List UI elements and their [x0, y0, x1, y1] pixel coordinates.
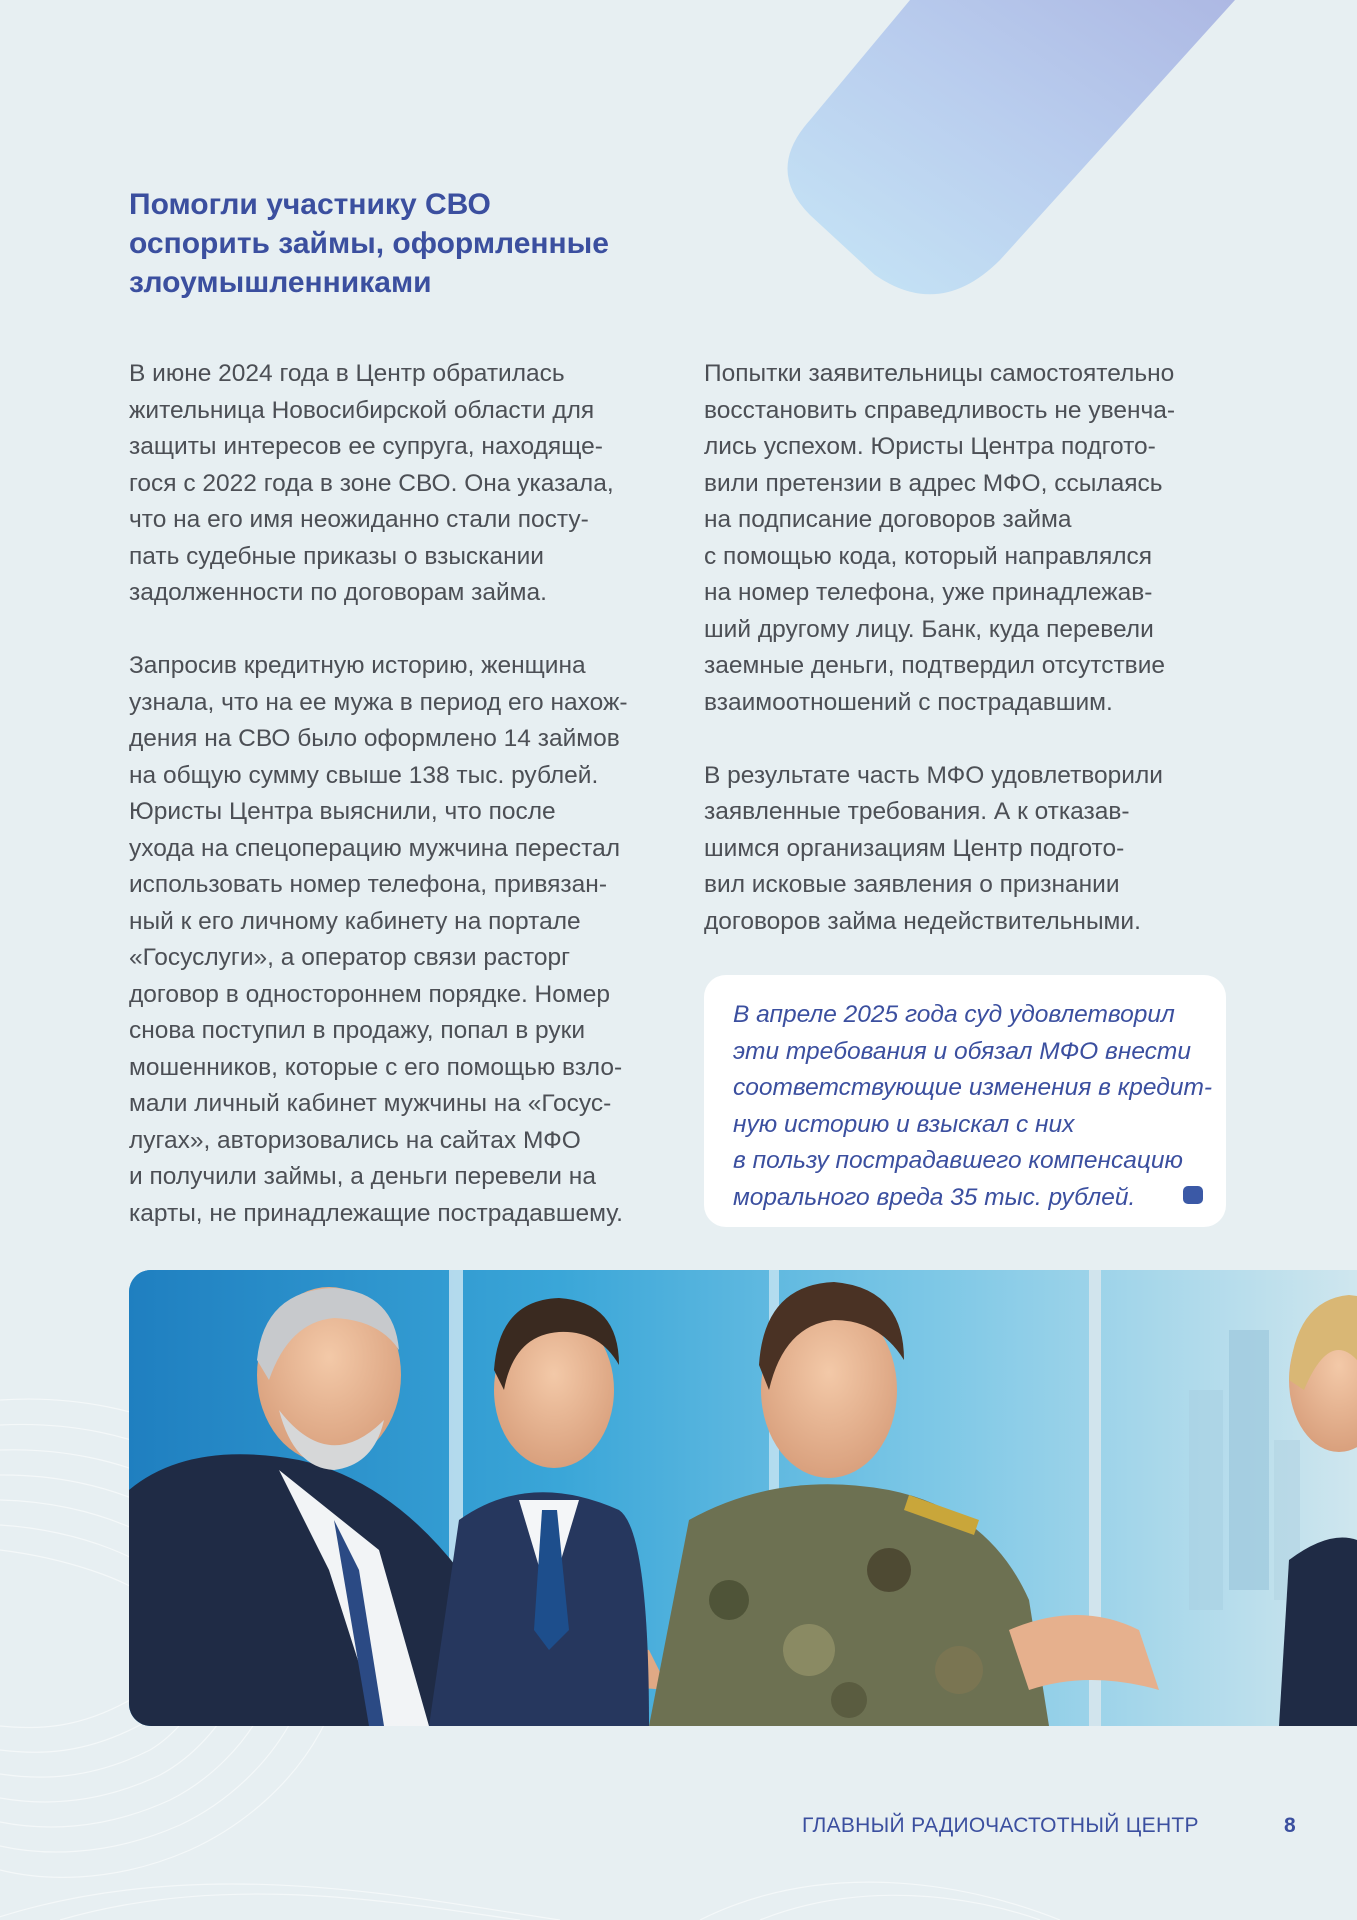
text-line: Юристы Центра выяснили, что после: [129, 798, 556, 825]
text-line: заемные деньги, подтвердил отсутствие: [704, 652, 1166, 679]
left-column: [129, 356, 669, 1232]
text-line: узнала, что на ее мужа в период его нахож-: [129, 688, 628, 716]
title-line: оспорить займы, оформленные: [129, 227, 609, 260]
text-line: мошенников, которые с его помощью взло-: [129, 1053, 623, 1081]
text-line: на подписание договоров займа: [704, 506, 1072, 533]
paragraph: [704, 758, 1244, 941]
text-line: договор в одностороннем порядке. Номер: [129, 980, 610, 1008]
text-line: карты, не принадлежащие пострадавшему.: [129, 1199, 623, 1227]
title-line: Помогли участнику СВО: [129, 188, 491, 221]
text-line: защиты интересов ее супруга, находяще-: [129, 433, 603, 460]
callout-line: эти требования и обязал МФО внести: [733, 1037, 1191, 1065]
paragraph: [129, 648, 669, 1232]
callout-line: соответствующие изменения в кредит-: [733, 1074, 1213, 1101]
text-line: дения на СВО было оформлено 14 займов: [129, 725, 620, 752]
callout-box: [704, 975, 1226, 1227]
article-title: [129, 185, 689, 302]
text-line: В результате часть МФО удовлетворили: [704, 761, 1163, 789]
text-line: и получили займы, а деньги перевели на: [129, 1163, 596, 1190]
paragraph: [129, 356, 669, 612]
right-column: [704, 356, 1244, 940]
text-line: мали личный кабинет мужчины на «Госус-: [129, 1090, 612, 1117]
photo-illustration: [129, 1270, 1357, 1726]
callout-end-marker: [1183, 1186, 1203, 1204]
text-line: на общую сумму свыше 138 тыс. рублей.: [129, 761, 599, 789]
callout-line: в пользу пострадавшего компенсацию: [733, 1147, 1183, 1174]
callout-line: ную историю и взыскал с них: [733, 1110, 1075, 1138]
text-line: на номер телефона, уже принадлежав-: [704, 579, 1153, 606]
text-line: Попытки заявительницы самостоятельно: [704, 360, 1175, 387]
decorative-gradient-shape: [775, 0, 1255, 300]
callout-text: [733, 997, 1213, 1216]
text-line: гося с 2022 года в зоне СВО. Она указала,: [129, 469, 614, 497]
text-line: вили претензии в адрес МФО, ссылаясь: [704, 469, 1163, 497]
callout-line: морального вреда 35 тыс. рублей.: [733, 1183, 1136, 1211]
text-line: ухода на спецоперацию мужчина перестал: [129, 834, 621, 862]
text-line: задолженности по договорам займа.: [129, 579, 547, 606]
text-line: взаимоотношений с пострадавшим.: [704, 688, 1113, 716]
text-line: с помощью кода, который направлялся: [704, 542, 1153, 570]
text-line: В июне 2024 года в Центр обратилась: [129, 360, 565, 387]
footer-organization: ГЛАВНЫЙ РАДИОЧАСТОТНЫЙ ЦЕНТР: [802, 1814, 1199, 1837]
text-line: лугах», авторизовались на сайтах МФО: [129, 1126, 581, 1154]
text-line: лись успехом. Юристы Центра подгото-: [704, 433, 1156, 460]
text-line: заявленные требования. А к отказав-: [704, 798, 1130, 825]
page-number: 8: [1284, 1814, 1296, 1837]
text-line: использовать номер телефона, привязан-: [129, 871, 607, 898]
text-line: шимся организациям Центр подгото-: [704, 834, 1125, 862]
text-line: что на его имя неожиданно стали посту-: [129, 506, 589, 533]
text-line: жительница Новосибирской области для: [129, 396, 595, 424]
text-line: «Госуслуги», а оператор связи расторг: [129, 944, 571, 971]
text-line: вил исковые заявления о признании: [704, 871, 1120, 898]
paragraph: [704, 356, 1244, 721]
text-line: снова поступил в продажу, попал в руки: [129, 1017, 586, 1044]
callout-line: В апреле 2025 года суд удовлетворил: [733, 1001, 1175, 1028]
text-line: ный к его личному кабинету на портале: [129, 907, 581, 935]
article-photo: [129, 1270, 1357, 1726]
text-line: пать судебные приказы о взыскании: [129, 542, 544, 570]
text-line: восстановить справедливость не увенча-: [704, 396, 1176, 424]
title-line: злоумышленниками: [129, 266, 432, 299]
text-line: ший другому лицу. Банк, куда перевели: [704, 615, 1154, 643]
text-line: договоров займа недействительными.: [704, 907, 1141, 935]
text-line: Запросив кредитную историю, женщина: [129, 652, 586, 679]
